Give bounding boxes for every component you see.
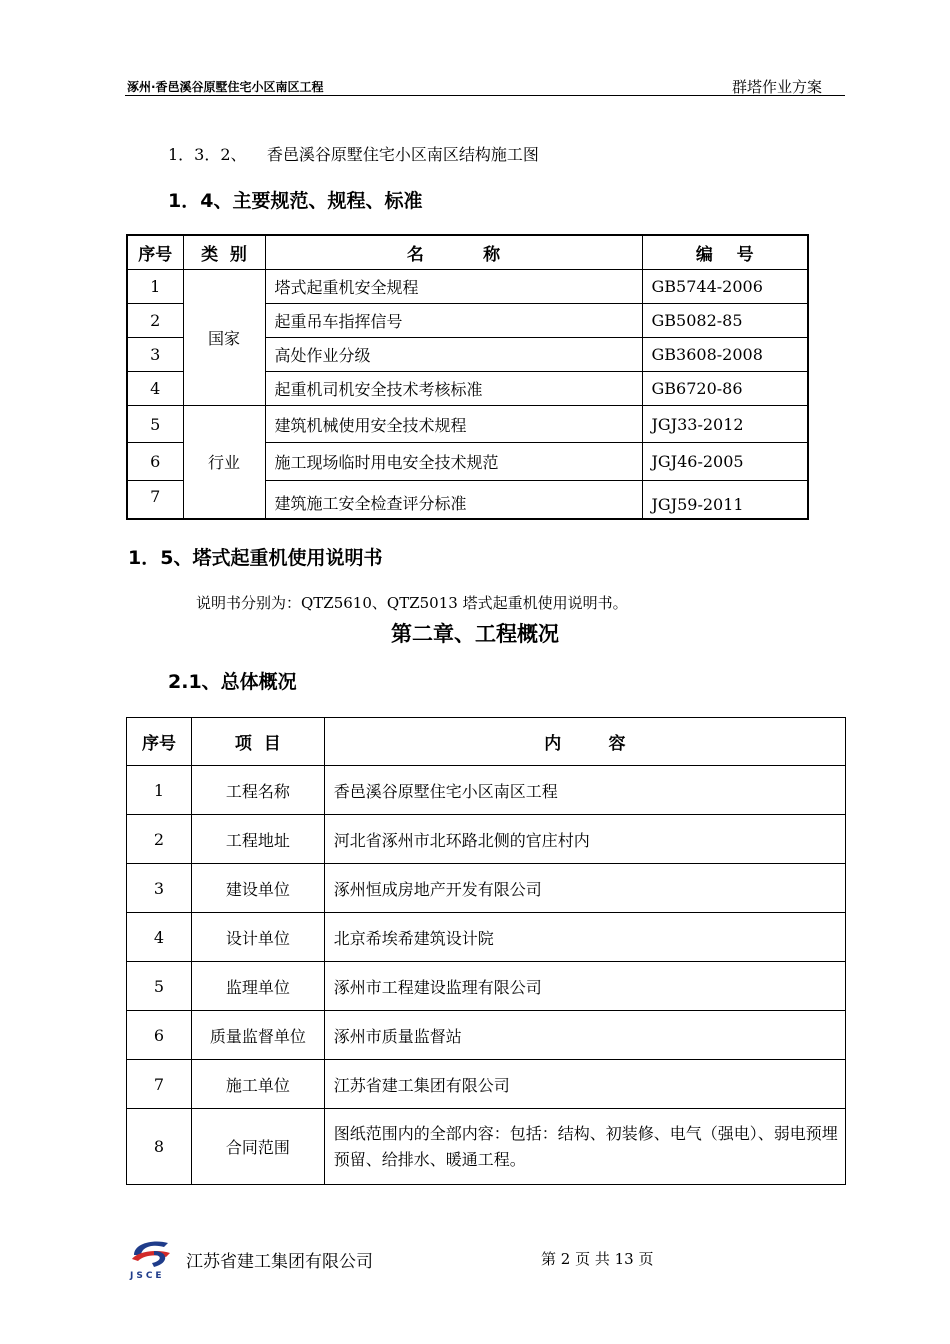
row-name: 施工现场临时用电安全技术规范 bbox=[265, 443, 642, 481]
row-content: 涿州市工程建设监理有限公司 bbox=[324, 962, 845, 1011]
row-content: 香邑溪谷原墅住宅小区南区工程 bbox=[324, 766, 845, 815]
header-project-title: 涿州·香邑溪谷原墅住宅小区南区工程 bbox=[127, 80, 324, 94]
project-overview-table bbox=[126, 717, 846, 1185]
row-code: JGJ59-2011 bbox=[642, 481, 808, 519]
row-no: 8 bbox=[127, 1109, 192, 1185]
col-header-code: 编 号 bbox=[642, 235, 808, 270]
row-no: 3 bbox=[127, 864, 192, 913]
row-no: 5 bbox=[127, 962, 192, 1011]
standards-table bbox=[126, 234, 809, 520]
row-name: 起重吊车指挥信号 bbox=[265, 304, 642, 338]
section-heading-1-4: 1．4、主要规范、规程、标准 bbox=[168, 190, 423, 212]
page-number: 第 2 页 共 13 页 bbox=[541, 1250, 654, 1268]
row-no: 6 bbox=[127, 1011, 192, 1060]
row-item: 工程地址 bbox=[191, 815, 324, 864]
row-code: GB6720-86 bbox=[642, 372, 808, 406]
footer-company-name: 江苏省建工集团有限公司 bbox=[186, 1252, 373, 1272]
overview-table-header bbox=[127, 718, 846, 766]
table-row bbox=[127, 913, 846, 962]
sub-item-1-3-2: 1．3．2、 香邑溪谷原墅住宅小区南区结构施工图 bbox=[168, 145, 539, 164]
row-item: 质量监督单位 bbox=[191, 1011, 324, 1060]
row-code: GB3608-2008 bbox=[642, 338, 808, 372]
row-content: 涿州恒成房地产开发有限公司 bbox=[324, 864, 845, 913]
table-row bbox=[127, 1109, 846, 1185]
table-row bbox=[127, 766, 846, 815]
row-item: 监理单位 bbox=[191, 962, 324, 1011]
row-item: 合同范围 bbox=[191, 1109, 324, 1185]
row-item: 设计单位 bbox=[191, 913, 324, 962]
row-content: 北京希埃希建筑设计院 bbox=[324, 913, 845, 962]
standards-table-header bbox=[127, 235, 808, 270]
row-item: 施工单位 bbox=[191, 1060, 324, 1109]
table-row bbox=[127, 815, 846, 864]
row-item: 工程名称 bbox=[191, 766, 324, 815]
category-cell: 国家 bbox=[183, 270, 265, 406]
row-no: 6 bbox=[127, 443, 183, 481]
row-no: 3 bbox=[127, 338, 183, 372]
row-no: 4 bbox=[127, 913, 192, 962]
col-header-no: 序号 bbox=[127, 718, 192, 766]
row-no: 4 bbox=[127, 372, 183, 406]
row-name: 起重机司机安全技术考核标准 bbox=[265, 372, 642, 406]
manual-description: 说明书分别为：QTZ5610、QTZ5013 塔式起重机使用说明书。 bbox=[196, 594, 628, 612]
category-cell: 行业 bbox=[183, 406, 265, 519]
chapter-title: 第二章、工程概况 bbox=[391, 622, 559, 646]
section-heading-1-5: 1．5、塔式起重机使用说明书 bbox=[128, 547, 383, 569]
row-code: JGJ46-2005 bbox=[642, 443, 808, 481]
company-logo bbox=[124, 1233, 180, 1281]
row-no: 1 bbox=[127, 270, 183, 304]
row-code: GB5082-85 bbox=[642, 304, 808, 338]
row-name: 高处作业分级 bbox=[265, 338, 642, 372]
row-no: 7 bbox=[127, 1060, 192, 1109]
row-content: 涿州市质量监督站 bbox=[324, 1011, 845, 1060]
col-header-content: 内 容 bbox=[324, 718, 845, 766]
row-content: 河北省涿州市北环路北侧的官庄村内 bbox=[324, 815, 845, 864]
row-item: 建设单位 bbox=[191, 864, 324, 913]
table-row bbox=[127, 864, 846, 913]
table-row bbox=[127, 962, 846, 1011]
col-header-name: 名 称 bbox=[265, 235, 642, 270]
table-row bbox=[127, 406, 808, 443]
row-name: 塔式起重机安全规程 bbox=[265, 270, 642, 304]
row-code: GB5744-2006 bbox=[642, 270, 808, 304]
row-name: 建筑机械使用安全技术规程 bbox=[265, 406, 642, 443]
row-no: 5 bbox=[127, 406, 183, 443]
logo-lettering: JSCE bbox=[130, 1271, 165, 1281]
row-content: 江苏省建工集团有限公司 bbox=[324, 1060, 845, 1109]
row-name: 建筑施工安全检查评分标准 bbox=[265, 481, 642, 519]
row-content: 图纸范围内的全部内容：包括：结构、初装修、电气（强电）、弱电预埋预留、给排水、暖通工程。 bbox=[324, 1109, 845, 1185]
table-row bbox=[127, 270, 808, 304]
col-header-item: 项 目 bbox=[191, 718, 324, 766]
row-no: 2 bbox=[127, 304, 183, 338]
table-row bbox=[127, 1011, 846, 1060]
row-no: 2 bbox=[127, 815, 192, 864]
col-header-no: 序号 bbox=[127, 235, 183, 270]
row-no: 1 bbox=[127, 766, 192, 815]
section-heading-2-1: 2.1、总体概况 bbox=[168, 671, 297, 693]
row-no: 7 bbox=[127, 481, 183, 519]
row-code: JGJ33-2012 bbox=[642, 406, 808, 443]
header-doc-title: 群塔作业方案 bbox=[732, 78, 823, 96]
table-row bbox=[127, 1060, 846, 1109]
header-rule bbox=[125, 95, 845, 96]
col-header-category: 类 别 bbox=[183, 235, 265, 270]
